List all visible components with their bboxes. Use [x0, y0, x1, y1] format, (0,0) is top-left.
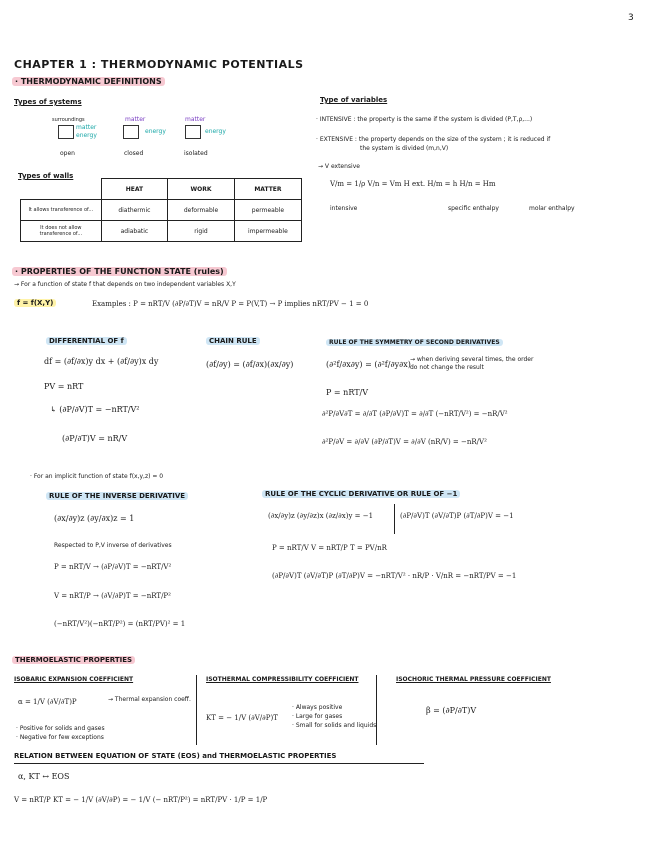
differential-heading: DIFFERENTIAL OF f	[46, 337, 127, 345]
isobaric-formula: α = 1/V (∂V/∂T)P	[18, 698, 77, 706]
page-number: 3	[628, 13, 634, 23]
variables-formulas: V/m = 1/ρ V/n = Vm H ext. H/m = h H/n = Hm	[330, 180, 496, 188]
walls-cell: adiabatic	[101, 221, 168, 242]
section-properties: · PROPERTIES OF THE FUNCTION STATE (rules)	[12, 267, 227, 276]
note-intensive: intensive	[330, 205, 358, 212]
matter-label-open: matter	[76, 124, 97, 131]
energy-label-open: energy	[76, 132, 97, 139]
inverse-line-4: (−nRT/V²)(−nRT/P²) = (nRT/PV)² = 1	[54, 620, 186, 628]
differential-line-1: df = (∂f/∂x)y dx + (∂f/∂y)x dy	[44, 357, 159, 366]
inverse-line: (∂x/∂y)z (∂y/∂x)z = 1	[54, 514, 135, 523]
symmetry-line-4: ∂²P/∂V = ∂/∂V (∂P/∂T)V = ∂/∂V (nR/V) = −nR/V²	[322, 438, 487, 446]
isothermal-heading: ISOTHERMAL COMPRESSIBILITY COEFFICIENT	[206, 676, 359, 683]
isochoric-heading: ISOCHORIC THERMAL PRESSURE COEFFICIENT	[396, 676, 551, 683]
walls-cell: permeable	[234, 200, 301, 221]
implicit-intro: · For an implicit function of state f(x,y,z) = 0	[30, 473, 164, 480]
function-examples: Examples : P = nRT/V (∂P/∂T)V = nR/V P = P(V,T) → P implies nRT/PV − 1 = 0	[92, 300, 369, 308]
walls-cell: rigid	[168, 221, 235, 242]
surroundings-label: surroundings	[52, 117, 85, 123]
chain-rule-line: (∂f/∂y) = (∂f/∂x)(∂x/∂y)	[206, 360, 294, 369]
isothermal-bullet-3: · Small for solids and liquids	[292, 722, 377, 729]
section-definitions: · THERMODYNAMIC DEFINITIONS	[12, 77, 165, 86]
isobaric-note: → Thermal expansion coeff.	[108, 696, 191, 703]
function-state-intro: → For a function of state f that depends on two independent variables X,Y	[14, 281, 236, 288]
relation-heading: RELATION BETWEEN EQUATION OF STATE (EOS) and THERMOELASTIC PROPERTIES	[14, 752, 337, 760]
walls-col-matter: MATTER	[234, 179, 301, 200]
walls-cell: diathermic	[101, 200, 168, 221]
energy-label-isolated: energy	[205, 128, 226, 135]
walls-heading: Types of walls	[18, 172, 74, 180]
walls-row-not-allows: It does not allow transference of...	[21, 221, 102, 242]
isothermal-formula: KT = − 1/V (∂V/∂P)T	[206, 714, 278, 722]
walls-col-heat: HEAT	[101, 179, 168, 200]
isobaric-bullet-1: · Positive for solids and gases	[16, 725, 105, 732]
isobaric-heading: ISOBARIC EXPANSION COEFFICIENT	[14, 676, 134, 683]
isothermal-bullet-1: · Always positive	[292, 704, 343, 711]
cyclic-result: (∂P/∂V)T (∂V/∂T)P (∂T/∂P)V = −nRT/V² · nR/P · V/nR = −nRT/PV = −1	[272, 572, 517, 580]
cyclic-defs: P = nRT/V V = nRT/P T = PV/nR	[272, 544, 387, 552]
extensive-def-1: · EXTENSIVE : the property depends on the size of the system ; it is reduced if	[316, 136, 551, 143]
walls-col-work: WORK	[168, 179, 235, 200]
walls-table	[20, 178, 302, 242]
isolated-system-box	[185, 125, 201, 139]
symmetry-line-3: ∂²P/∂V∂T = ∂/∂T (∂P/∂V)T = ∂/∂T (−nRT/V²) = −nR/V²	[322, 410, 508, 418]
thermo-divider-1	[196, 675, 197, 745]
label-open: open	[60, 150, 75, 157]
chapter-title: CHAPTER 1 : THERMODYNAMIC POTENTIALS	[14, 58, 304, 71]
symmetry-line-2: P = nRT/V	[326, 388, 369, 397]
f-definition: f = f(X,Y)	[14, 299, 56, 307]
symmetry-note: → when deriving several times, the order do not change the result	[410, 356, 534, 371]
intensive-def: · INTENSIVE : the property is the same if the system is divided (P,T,ρ,...)	[316, 116, 533, 123]
relation-line-2: V = nRT/P KT = − 1/V (∂V/∂P) = − 1/V (− nRT/P²) = nRT/PV · 1/P = 1/P	[14, 796, 268, 804]
cyclic-line: (∂x/∂y)z (∂y/∂z)x (∂z/∂x)y = −1	[268, 512, 374, 520]
walls-row-allows: It allows transference of...	[21, 200, 102, 221]
thermo-divider-2	[376, 675, 377, 745]
v-extensive: → V extensive	[318, 163, 360, 170]
cyclic-line-2: (∂P/∂V)T (∂V/∂T)P (∂T/∂P)V = −1	[400, 512, 514, 520]
differential-line-4: (∂P/∂T)V = nR/V	[62, 434, 128, 443]
open-system-box	[58, 125, 74, 139]
note-specific-enthalpy: specific enthalpy	[448, 205, 499, 212]
energy-label-closed: energy	[145, 128, 166, 135]
closed-system-box	[123, 125, 139, 139]
systems-heading: Types of systems	[14, 98, 82, 106]
cyclic-heading: RULE OF THE CYCLIC DERIVATIVE OR RULE OF −1	[262, 490, 460, 498]
label-closed: closed	[124, 150, 144, 157]
inverse-line-3: V = nRT/P → (∂V/∂P)T = −nRT/P²	[54, 592, 171, 600]
differential-line-3: ↳ (∂P/∂V)T = −nRT/V²	[50, 405, 140, 414]
isochoric-formula: β = (∂P/∂T)V	[426, 706, 477, 715]
matter-label-closed: matter	[125, 116, 146, 123]
inverse-heading: RULE OF THE INVERSE DERIVATIVE	[46, 492, 188, 500]
relation-line-1: α, KT ↔ EOS	[18, 772, 70, 781]
walls-cell: impermeable	[234, 221, 301, 242]
isobaric-bullet-2: · Negative for few exceptions	[16, 734, 104, 741]
differential-line-2: PV = nRT	[44, 382, 84, 391]
symmetry-line: (∂²f/∂x∂y) = (∂²f/∂y∂x)	[326, 360, 411, 369]
walls-cell: deformable	[168, 200, 235, 221]
symmetry-heading: RULE OF THE SYMMETRY OF SECOND DERIVATIVES	[326, 339, 503, 346]
relation-underline	[14, 763, 424, 764]
inverse-respect: Respected to P,V inverse of derivatives	[54, 542, 172, 549]
inverse-line-2: P = nRT/V → (∂P/∂V)T = −nRT/V²	[54, 563, 172, 571]
matter-label-isolated: matter	[185, 116, 206, 123]
section-thermoelastic: THERMOELASTIC PROPERTIES	[12, 656, 135, 664]
chain-rule-heading: CHAIN RULE	[206, 337, 260, 345]
label-isolated: isolated	[184, 150, 208, 157]
variables-heading: Type of variables	[320, 96, 388, 104]
extensive-def-2: the system is divided (m,n,V)	[360, 145, 449, 152]
isothermal-bullet-2: · Large for gases	[292, 713, 343, 720]
cyclic-divider	[394, 504, 395, 534]
note-molar-enthalpy: molar enthalpy	[529, 205, 575, 212]
